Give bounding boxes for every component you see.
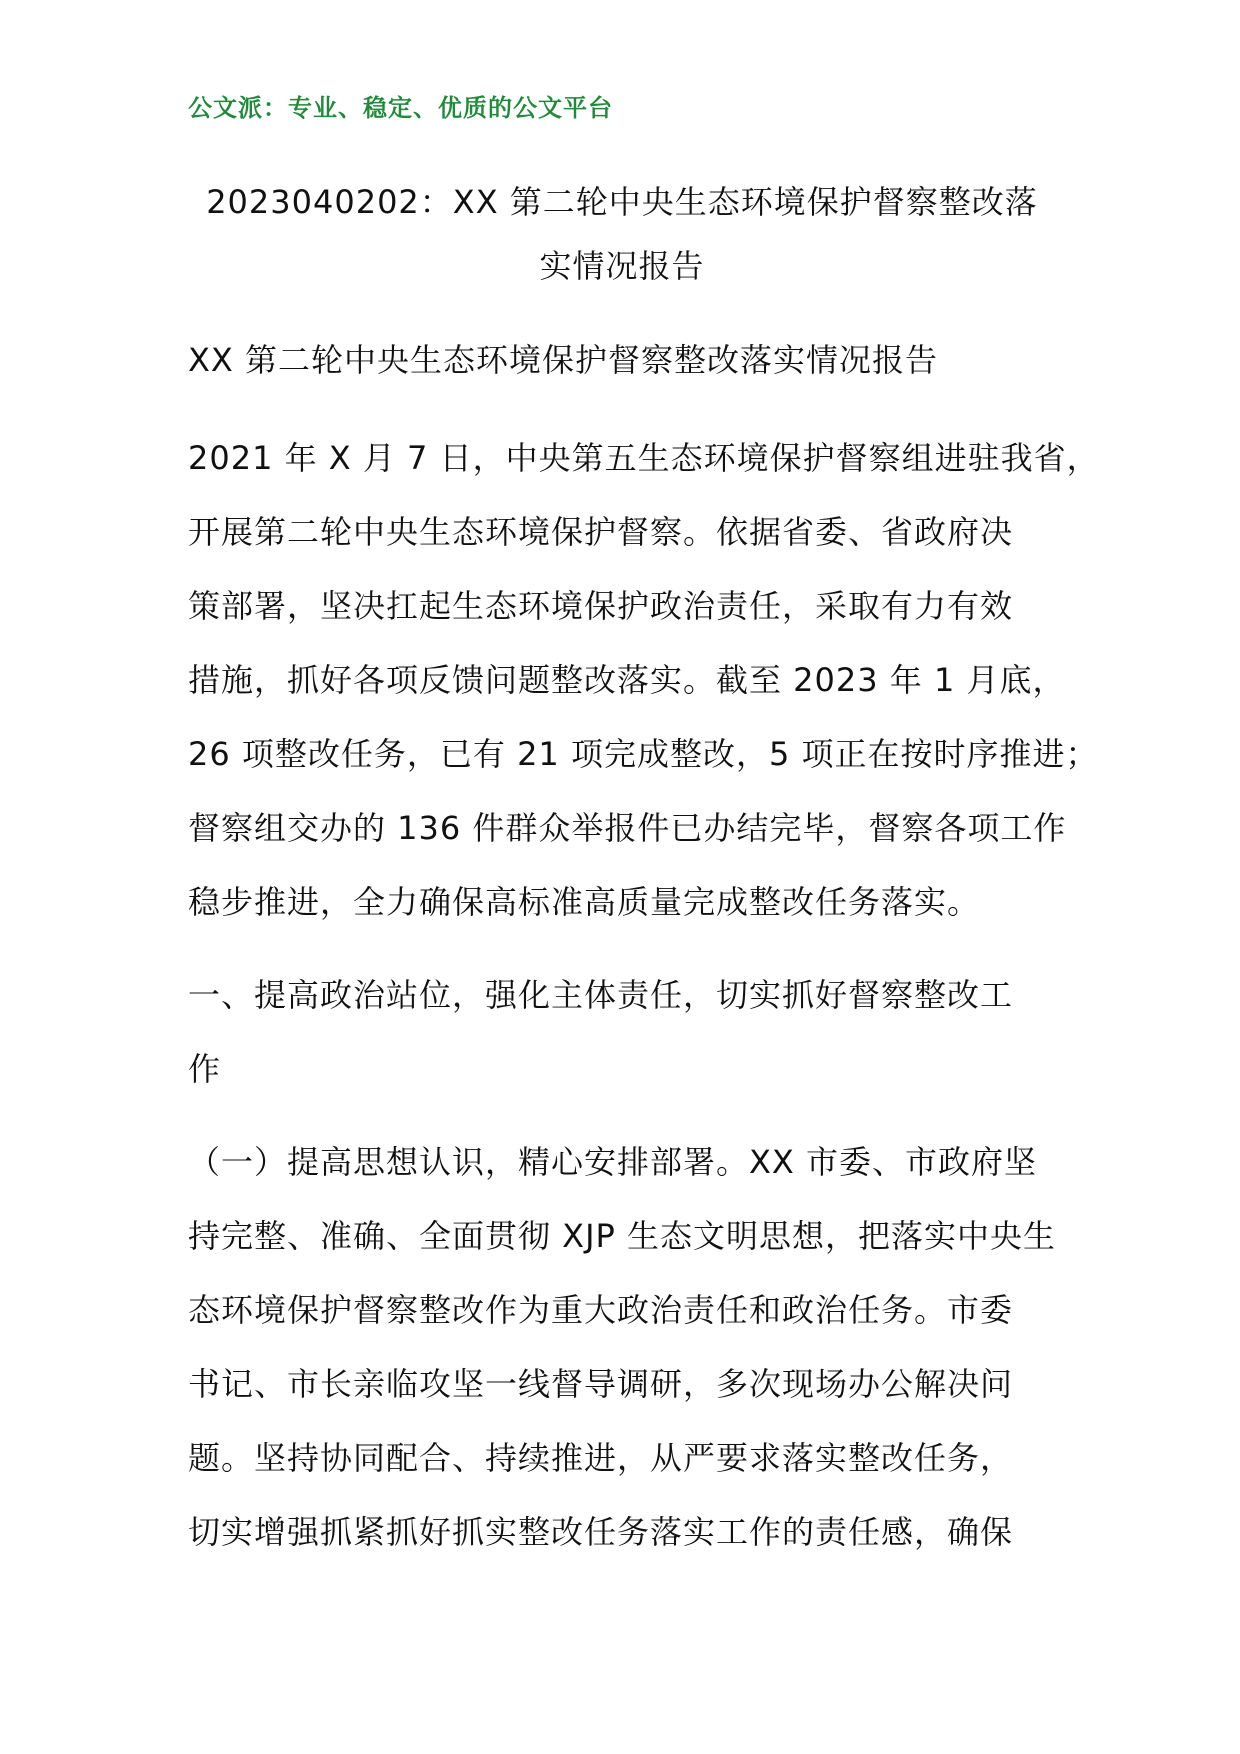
paragraph-intro <box>188 421 1100 939</box>
paragraph-line: （一）提高思想认识，精心安排部署。XX 市委、市政府坚 <box>188 1143 1038 1181</box>
document-title-line-1: 2023040202：XX 第二轮中央生态环境保护督察整改落 <box>206 183 1038 221</box>
paragraph-line: 督察组交办的 136 件群众举报件已办结完毕，督察各项工作 <box>188 809 1067 847</box>
document-title-line-2: 实情况报告 <box>539 247 705 285</box>
paragraph-line: 措施，抓好各项反馈问题整改落实。截至 2023 年 1 月底， <box>188 661 1066 699</box>
paragraph-line: 切实增强抓紧抓好抓实整改任务落实工作的责任感，确保 <box>188 1513 1014 1551</box>
platform-header: 公文派：专业、稳定、优质的公文平台 <box>188 94 613 122</box>
paragraph-line: 态环境保护督察整改作为重大政治责任和政治任务。市委 <box>188 1291 1014 1329</box>
document-subtitle: XX 第二轮中央生态环境保护督察整改落实情况报告 <box>188 341 939 379</box>
paragraph-line: 稳步推进，全力确保高标准高质量完成整改任务落实。 <box>188 883 981 921</box>
paragraph-line: 26 项整改任务，已有 21 项完成整改，5 项正在按时序推进； <box>188 735 1099 773</box>
document-title <box>188 170 1056 298</box>
paragraph-line: 题。坚持协同配合、持续推进，从严要求落实整改任务， <box>188 1439 1014 1477</box>
paragraph-line: 2021 年 X 月 7 日，中央第五生态环境保护督察组进驻我省， <box>188 439 1100 477</box>
paragraph-line: 策部署，坚决扛起生态环境保护政治责任，采取有力有效 <box>188 587 1014 625</box>
section-heading-1 <box>188 958 1088 1106</box>
paragraph-subsection-1 <box>188 1125 1088 1569</box>
paragraph-line: 书记、市长亲临攻坚一线督导调研，多次现场办公解决问 <box>188 1365 1014 1403</box>
paragraph-line: 持完整、准确、全面贯彻 XJP 生态文明思想，把落实中央生 <box>188 1217 1057 1255</box>
heading-line: 一、提高政治站位，强化主体责任，切实抓好督察整改工 <box>188 976 1014 1014</box>
paragraph-line: 开展第二轮中央生态环境保护督察。依据省委、省政府决 <box>188 513 1014 551</box>
heading-line: 作 <box>188 1050 222 1088</box>
